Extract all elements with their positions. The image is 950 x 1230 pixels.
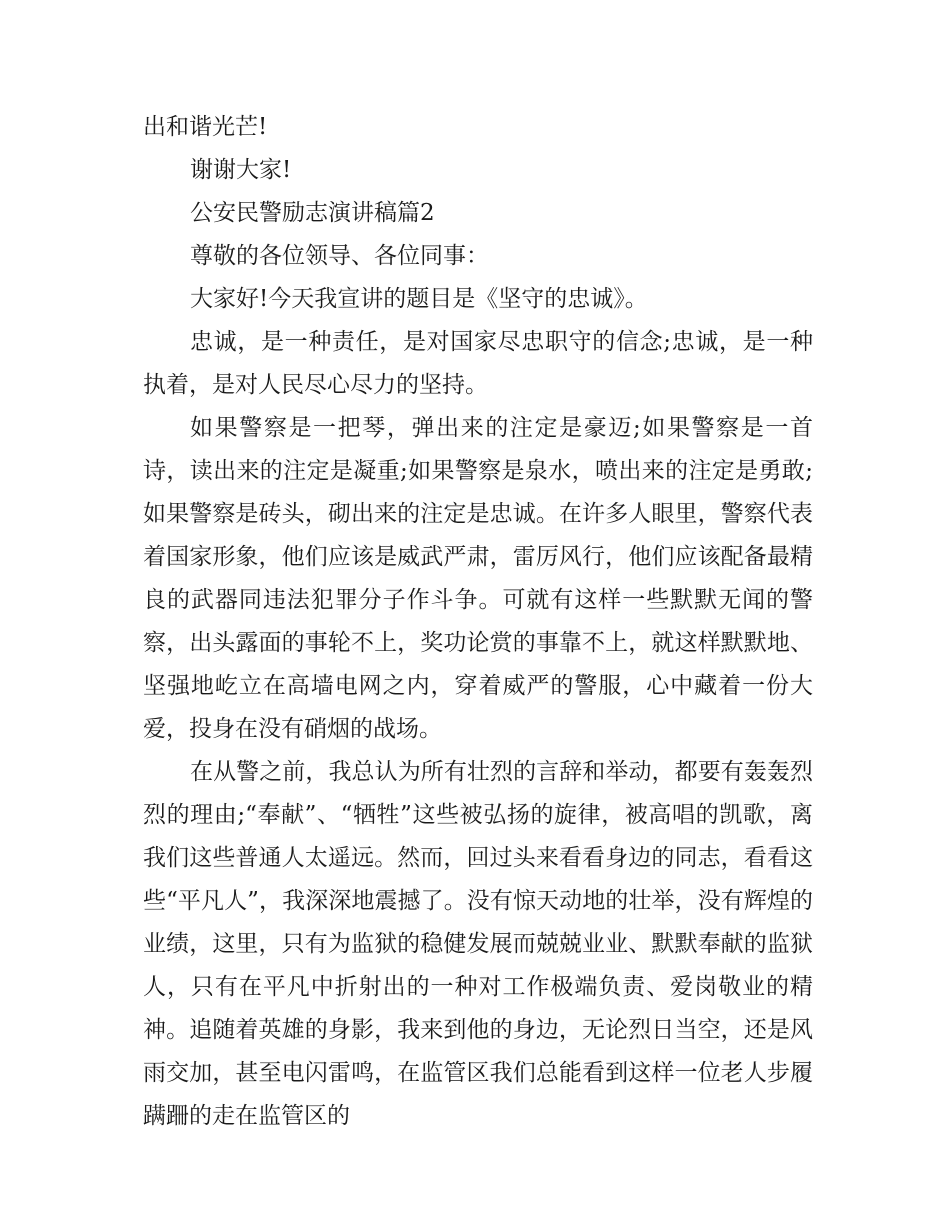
paragraph-salutation: 尊敬的各位领导、各位同事： <box>190 243 489 269</box>
paragraph-police-metaphor: 如果警察是一把琴，弹出来的注定是豪迈;如果警察是一首诗，读出来的注定是凝重;如果警察是泉水，喷出来的注定是勇敢;如果警察是砖头，砌出来的注定是忠诚。在许多人眼里，警察代表着国家形象，他们应该是威武严肃，雷厉风行，他们应该配备最精良的武器同违法犯罪分子作斗争。可就有这样一些默默无闻的警察，出头露面的事轮不上，奖功论赏的事靠不上，就这样默默地、坚强地屹立在高墙电网之内，穿着威严的警服，心中藏着一份大爱，投身在没有硝烟的战场。 <box>143 415 813 742</box>
paragraph-continuation: 出和谐光芒! <box>143 114 268 140</box>
paragraph-before-service: 在从警之前，我总认为所有壮烈的言辞和举动，都要有轰轰烈烈的理由;“奉献”、“牺牲”这些被弘扬的旋律，被高唱的凯歌，离我们这些普通人太遥远。然而，回过头来看看身边的同志，看看这些“平凡人”，我深深地震撼了。没有惊天动地的壮举，没有辉煌的业绩，这里，只有为监狱的稳健发展而兢兢业业、默默奉献的监狱人，只有在平凡中折射出的一种对工作极端负责、爱岗敬业的精神。追随着英雄的身影，我来到他的身边，无论烈日当空，还是风雨交加，甚至电闪雷鸣，在监管区我们总能看到这样一位老人步履蹒跚的走在监管区的 <box>143 759 813 1129</box>
paragraph-greeting: 大家好!今天我宣讲的题目是《坚守的忠诚》。 <box>190 286 648 312</box>
section-heading: 公安民警励志演讲稿篇2 <box>190 200 435 226</box>
paragraph-loyalty: 忠诚，是一种责任，是对国家尽忠职守的信念;忠诚，是一种执着，是对人民尽心尽力的坚持。 <box>143 329 813 398</box>
document-body <box>143 106 813 1138</box>
paragraph-thanks: 谢谢大家! <box>190 157 292 183</box>
